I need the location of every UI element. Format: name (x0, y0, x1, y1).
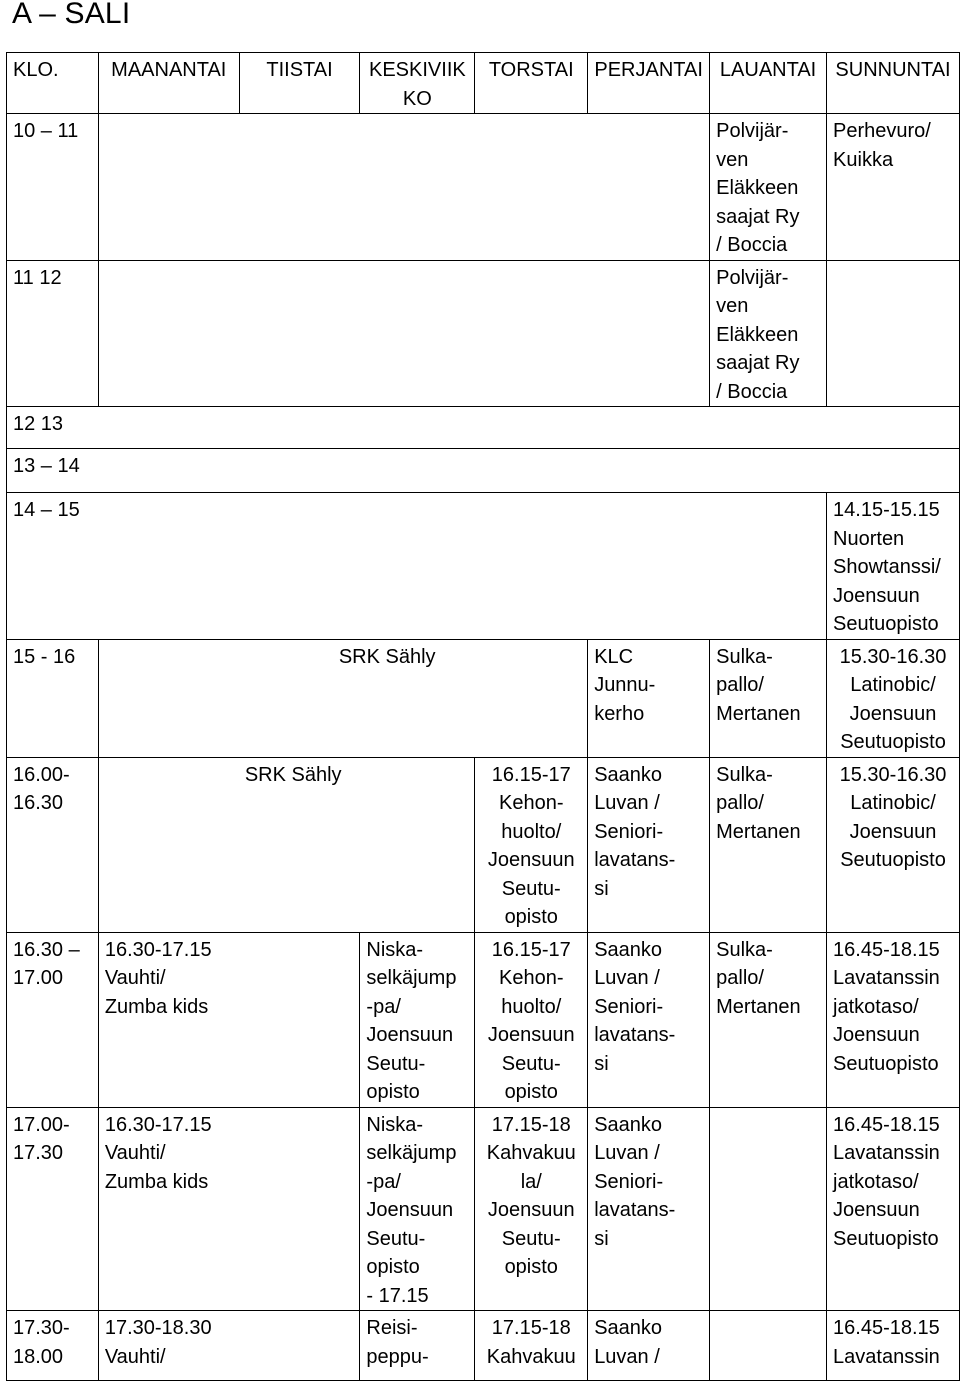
event-cell: Niska- selkäjump -pa/ Joensuun Seutu- opisto (360, 932, 475, 1107)
event-cell: Saanko Luvan / Seniori- lavatans- si (588, 757, 710, 932)
event-cell: Polvijär- ven Eläkkeen saajat Ry / Boccia (710, 260, 827, 407)
event-cell: 17.15-18 Kahvakuu la/ Joensuun Seutu- opisto (475, 1107, 588, 1311)
time-cell: 15 - 16 (7, 639, 99, 757)
event-cell: SRK Sähly (98, 639, 587, 757)
schedule-table (6, 52, 960, 1381)
event-cell: 16.15-17 Kehon- huolto/ Joensuun Seutu- opisto (475, 757, 588, 932)
table-row (7, 1311, 960, 1381)
event-cell: 17.15-18 Kahvakuu (475, 1311, 588, 1381)
table-row (7, 407, 960, 449)
event-cell (827, 260, 960, 407)
table-row (7, 757, 960, 932)
event-cell: Perhevuro/ Kuikka (827, 114, 960, 261)
table-row (7, 932, 960, 1107)
event-cell: KLC Junnu- kerho (588, 639, 710, 757)
header-torstai: TORSTAI (475, 53, 588, 114)
event-cell: Saanko Luvan / (588, 1311, 710, 1381)
time-cell: 13 – 14 (7, 449, 960, 493)
empty-cell (98, 114, 709, 261)
header-tiistai: TIISTAI (239, 53, 360, 114)
time-cell: 17.00- 17.30 (7, 1107, 99, 1311)
header-row (7, 53, 960, 114)
event-cell: 15.30-16.30 Latinobic/ Joensuun Seutuopisto (827, 639, 960, 757)
header-keskiviikko: KESKIVIIK KO (360, 53, 475, 114)
table-row (7, 260, 960, 407)
table-row (7, 114, 960, 261)
event-cell: Sulka- pallo/ Mertanen (710, 639, 827, 757)
header-maanantai: MAANANTAI (98, 53, 239, 114)
event-cell: SRK Sähly (98, 757, 474, 932)
event-cell: Saanko Luvan / Seniori- lavatans- si (588, 1107, 710, 1311)
event-cell: Reisi- peppu- (360, 1311, 475, 1381)
time-cell: 11 12 (7, 260, 99, 407)
time-cell: 17.30- 18.00 (7, 1311, 99, 1381)
event-cell: 16.30-17.15 Vauhti/ Zumba kids (98, 932, 360, 1107)
event-cell: Polvijär- ven Eläkkeen saajat Ry / Boccia (710, 114, 827, 261)
table-row (7, 449, 960, 493)
page-title: A – SALI (12, 0, 131, 30)
event-cell: 15.30-16.30 Latinobic/ Joensuun Seutuopisto (827, 757, 960, 932)
time-cell: 16.30 – 17.00 (7, 932, 99, 1107)
empty-cell (98, 260, 709, 407)
event-cell: Niska- selkäjump -pa/ Joensuun Seutu- opisto - 17.15 (360, 1107, 475, 1311)
table-row (7, 1107, 960, 1311)
header-sunnuntai: SUNNUNTAI (827, 53, 960, 114)
time-cell: 14 – 15 (7, 493, 827, 640)
table-row (7, 639, 960, 757)
table-row (7, 493, 960, 640)
header-klo: KLO. (7, 53, 99, 114)
header-lauantai: LAUANTAI (710, 53, 827, 114)
time-cell: 12 13 (7, 407, 960, 449)
event-cell: 16.45-18.15 Lavatanssin jatkotaso/ Joensuun Seutuopisto (827, 1107, 960, 1311)
event-cell: 16.15-17 Kehon- huolto/ Joensuun Seutu- opisto (475, 932, 588, 1107)
event-cell: Sulka- pallo/ Mertanen (710, 757, 827, 932)
event-cell: Sulka- pallo/ Mertanen (710, 932, 827, 1107)
event-cell (710, 1107, 827, 1311)
event-cell: 16.45-18.15 Lavatanssin jatkotaso/ Joensuun Seutuopisto (827, 932, 960, 1107)
time-cell: 16.00- 16.30 (7, 757, 99, 932)
header-perjantai: PERJANTAI (588, 53, 710, 114)
event-cell: Saanko Luvan / Seniori- lavatans- si (588, 932, 710, 1107)
event-cell: 16.45-18.15 Lavatanssin (827, 1311, 960, 1381)
event-cell (710, 1311, 827, 1381)
event-cell: 14.15-15.15 Nuorten Showtanssi/ Joensuun Seutuopisto (827, 493, 960, 640)
event-cell: 16.30-17.15 Vauhti/ Zumba kids (98, 1107, 360, 1311)
event-cell: 17.30-18.30 Vauhti/ (98, 1311, 360, 1381)
time-cell: 10 – 11 (7, 114, 99, 261)
